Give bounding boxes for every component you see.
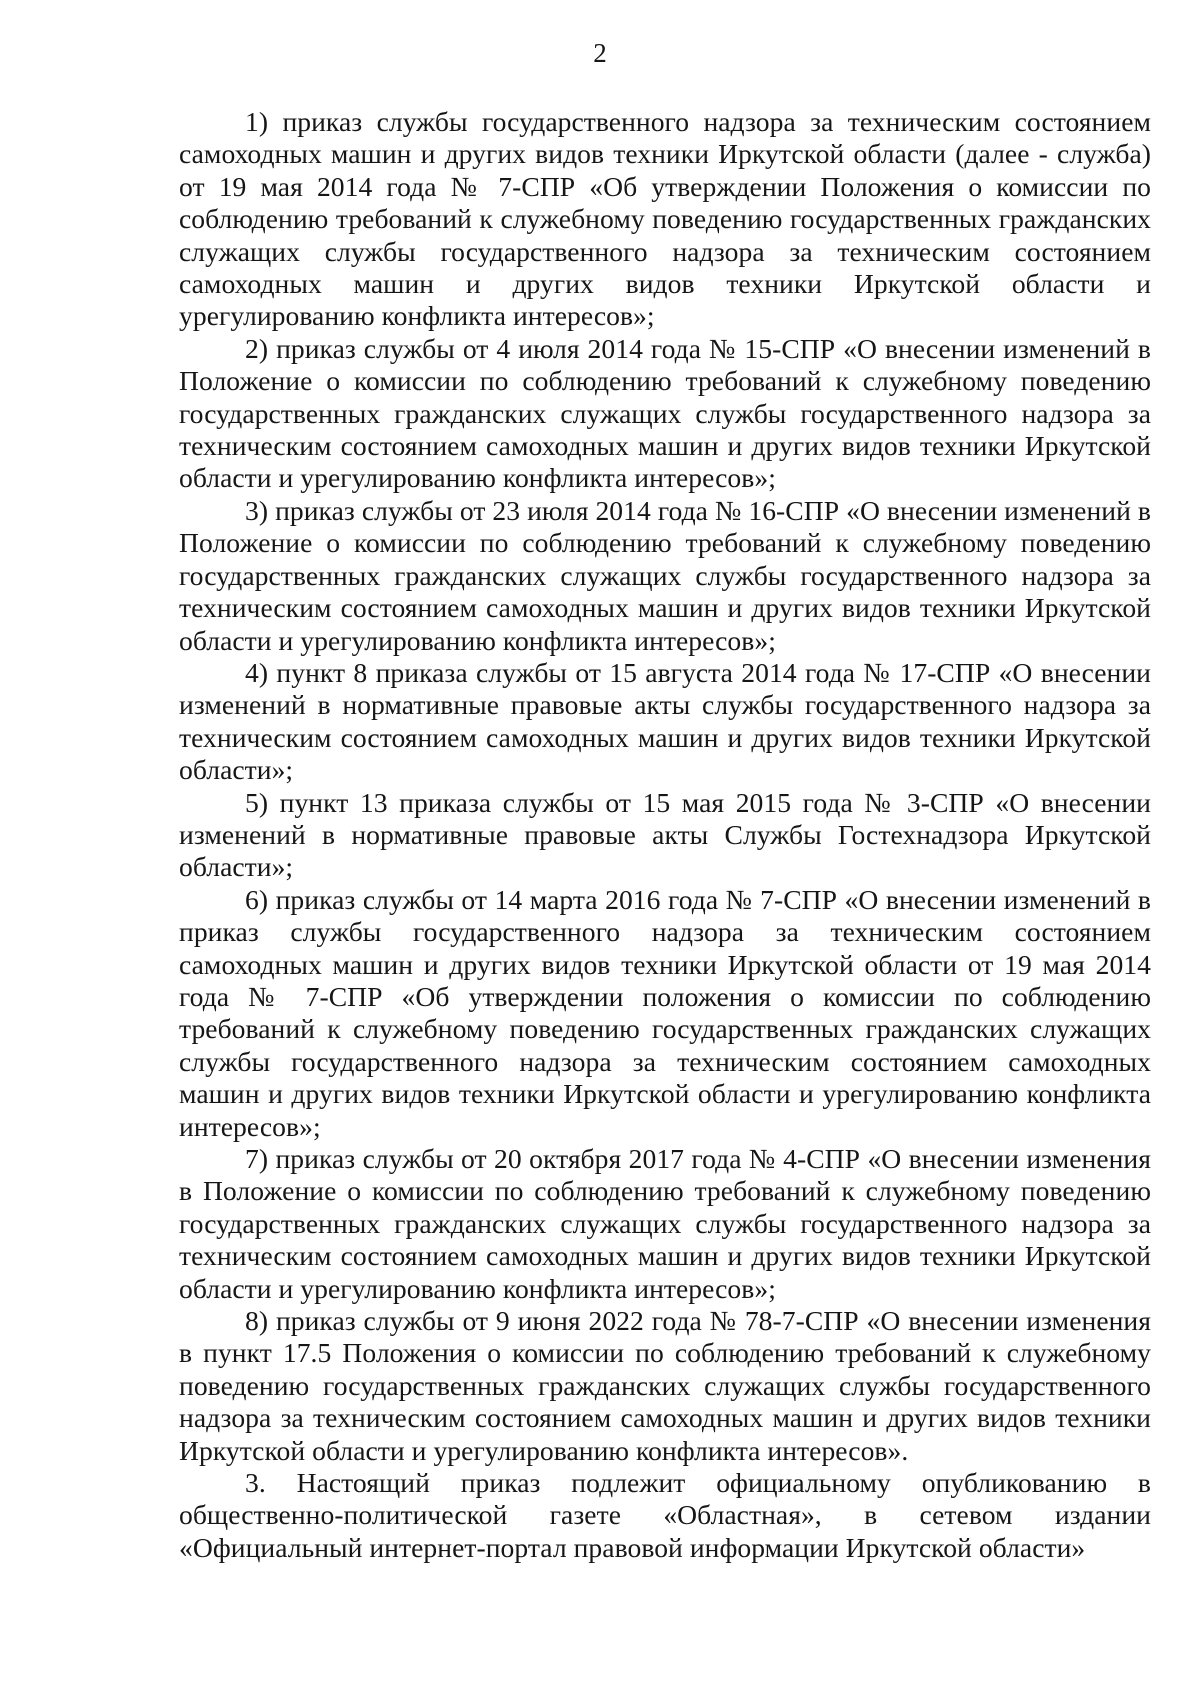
list-item-8: 8) приказ службы от 9 июня 2022 года № 78-7-СПР «О внесении изменения в пункт 17.5 Положения о комиссии по соблюдению требований к служебному поведению государственных гражданских служащих службы государственного надзора за техническим состоянием самоходных машин и других видов техники Иркутской области и урегулированию конфликта интересов». bbox=[179, 1305, 1151, 1466]
list-item-5: 5) пункт 13 приказа службы от 15 мая 2015 года № 3-СПР «О внесении изменений в нормативные правовые акты Службы Гостехнадзора Иркутской области»; bbox=[179, 786, 1151, 883]
page-number: 2 bbox=[593, 38, 607, 68]
list-item-3: 3) приказ службы от 23 июля 2014 года № 16-СПР «О внесении изменений в Положение о комиссии по соблюдению требований к служебному поведению государственных гражданских служащих службы государственного надзора за техническим состоянием самоходных машин и других видов техники Иркутской области и урегулированию конфликта интересов»; bbox=[179, 494, 1151, 656]
list-item-6: 6) приказ службы от 14 марта 2016 года № 7-СПР «О внесении изменений в приказ службы государственного надзора за техническим состоянием самоходных машин и других видов техники Иркутской области от 19 мая 2014 года № 7-СПР «Об утверждении положения о комиссии по соблюдению требований к служебному поведению государственных гражданских служащих службы государственного надзора за техническим состоянием самоходных машин и других видов техники Иркутской области и урегулированию конфликта интересов»; bbox=[179, 883, 1151, 1142]
list-item-2: 2) приказ службы от 4 июля 2014 года № 15-СПР «О внесении изменений в Положение о комиссии по соблюдению требований к служебному поведению государственных гражданских служащих службы государственного надзора за техническим состоянием самоходных машин и других видов техники Иркутской области и урегулированию конфликта интересов»; bbox=[179, 332, 1151, 494]
clause-3-publication: 3. Настоящий приказ подлежит официальному опубликованию в общественно-политической газете «Областная», в сетевом издании «Официальный интернет-портал правовой информации Иркутской области» bbox=[179, 1467, 1151, 1563]
list-item-4: 4) пункт 8 приказа службы от 15 августа 2014 года № 17-СПР «О внесении изменений в нормативные правовые акты службы государственного надзора за техническим состоянием самоходных машин и других видов техники Иркутской области»; bbox=[179, 656, 1151, 786]
list-item-1: 1) приказ службы государственного надзора за техническим состоянием самоходных машин и других видов техники Иркутской области (далее - служба) от 19 мая 2014 года № 7-СПР «Об утверждении Положения о комиссии по соблюдению требований к служебному поведению государственных гражданских служащих службы государственного надзора за техническим состоянием самоходных машин и других видов техники Иркутской области и урегулированию конфликта интересов»; bbox=[179, 106, 1151, 332]
document-body bbox=[179, 106, 1151, 1564]
list-item-7: 7) приказ службы от 20 октября 2017 года № 4-СПР «О внесении изменения в Положение о комиссии по соблюдению требований к служебному поведению государственных гражданских служащих службы государственного надзора за техническим состоянием самоходных машин и других видов техники Иркутской области и урегулированию конфликта интересов»; bbox=[179, 1143, 1151, 1304]
